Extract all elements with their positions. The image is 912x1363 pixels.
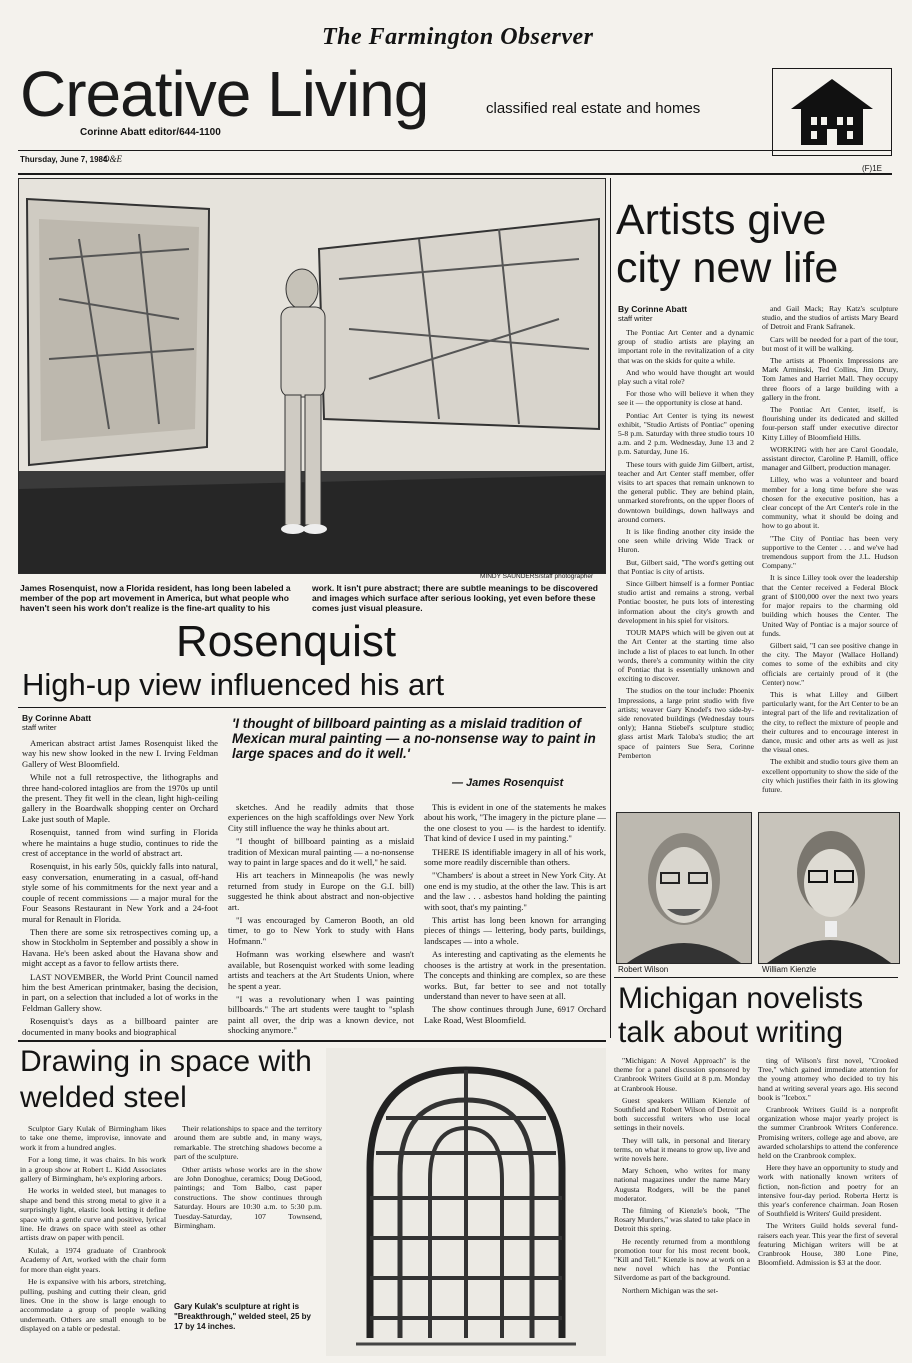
- novelists-headline: Michigan novelists talk about writing: [618, 982, 864, 1049]
- rosenquist-photo: [18, 178, 606, 574]
- paragraph: American abstract artist James Rosenquist liked the way his new show looked in the new I. Irving Feldman Gallery of West Bloomfield.: [22, 738, 218, 769]
- paragraph: Hofmann was working elsewhere and wasn't available, but Rosenquist worked with some leading artists and teachers at the Art Students Union, where he spent a year.: [228, 949, 414, 991]
- paragraph: "I was encouraged by Cameron Booth, an old timer, to go to New York to study with Hans Hofmann.": [228, 915, 414, 946]
- paragraph: But, Gilbert said, "The word's getting out that Pontiac is city of artists.: [618, 557, 754, 576]
- paragraph: These tours with guide Jim Gilbert, artist, teacher and Art Center staff member, offer visits to art spaces that remain unknown to the general public. They are behind plain, unmarked storefronts, on the upper floors of downtown buildings, down hallways and around corners.: [618, 459, 754, 524]
- photo-caption-left: James Rosenquist, now a Florida resident, has long been labeled a member of the pop art movement in America, but what people who haven't seen his work don't realize is the fine-art quality to his: [20, 583, 291, 613]
- novelists-column-1: [614, 1056, 750, 1352]
- paragraph: "The City of Pontiac has been very supportive to the Center . . . and we've had tremendous support from the J.L. Hudson Company.": [762, 533, 898, 571]
- paragraph: Since Gilbert himself is a former Pontiac studio artist and remains a strong, verbal Pontiac booster, he puts lots of interesting information about the city's growth and development in his spiel for visitors.: [618, 579, 754, 625]
- sculpture-photo: [326, 1048, 606, 1356]
- page-code: (F)1E: [862, 164, 882, 173]
- rosenquist-byline-role: staff writer: [22, 723, 57, 732]
- robert-wilson-label: Robert Wilson: [618, 965, 669, 974]
- paragraph: "'Chambers' is about a street in New York City. At one end is my studio, at the other the law. This is art and the law . . . asbestos hand holding the painting with soot, that's my painting.": [424, 870, 606, 912]
- paragraph: Guest speakers William Kienzle of Southfield and Robert Wilson of Detroit are both successful writers who use local settings in their novels.: [614, 1095, 750, 1133]
- paragraph: It is like finding another city inside the one seen while driving Wide Track or Huron.: [618, 527, 754, 555]
- artists-headline: Artists give city new life: [616, 196, 839, 292]
- pull-quote: 'I thought of billboard painting as a mislaid tradition of Mexican mural painting — a no-nonsense way to paint in large spaces and do it well.': [232, 716, 596, 761]
- paragraph: Rosenquist, in his early 50s, quickly falls into natural, easy conversation, enumerating in a casual, off-hand style some of his commitments for the next year and a couple of recent commissions — a major mural for the Four Seasons Restaurant in New York and a 24-foot mural for Renault in Florida.: [22, 861, 218, 924]
- paragraph: and Gail Mack; Ray Katz's sculpture studio, and the studios of artists Mary Beard of Detroit and Frank Safranek.: [762, 304, 898, 332]
- steel-column-2: [174, 1124, 322, 1268]
- paragraph: The Pontiac Art Center, itself, is flourishing under its dedicated and skilled four-person staff under executive director Kitty Lilley of Bloomfield Hills.: [762, 405, 898, 442]
- paragraph: Cranbrook Writers Guild is a nonprofit organization whose major yearly project is the summer Cranbrook Writers Conference. Promising writers, college age and above, are awarded scholarships to attend the conference held on the Cranbrook complex.: [758, 1105, 898, 1161]
- masthead-rule-2: [18, 173, 892, 175]
- paragraph: He is expansive with his arbors, stretching, pulling, pushing and cutting their clean, grid lines. One in the show is large enough to accommodate a group of people walking underneath. Others are small enough to be displayed on a table or pedestal.: [20, 1277, 166, 1334]
- paragraph: WORKING with her are Carol Goodale, assistant director, Caroline P. Hamill, office manager and Gilbert, production manager.: [762, 444, 898, 473]
- novelists-rule: [614, 977, 898, 978]
- column-divider: [610, 178, 611, 1038]
- date-line: Thursday, June 7, 1984: [20, 155, 108, 164]
- paragraph: Rosenquist's days as a billboard painter are documented in many books and biographical: [22, 1016, 218, 1036]
- artists-byline-role: staff writer: [618, 314, 653, 323]
- paragraph: This is what Lilley and Gilbert particularly want, for the Art Center to be an integral part of the life and revitalization of the city, to reflect the mixture of people and their cultures and to encourage interest in dance, music and other arts as well as just the visual ones.: [762, 689, 898, 755]
- paragraph: Sculptor Gary Kulak of Birmingham likes to take one theme, improvise, innovate and work it from a hundred angles.: [20, 1124, 166, 1152]
- paragraph: Kulak, a 1974 graduate of Cranbrook Academy of Art, worked with the chair form for more than eight years.: [20, 1245, 166, 1274]
- paragraph: "I thought of billboard painting as a mislaid tradition of Mexican mural painting — a no-nonsense way to paint in large spaces and do it well," he said.: [228, 836, 414, 868]
- photo-credit: MINDY SAUNDERS/staff photographer: [480, 573, 594, 580]
- rosenquist-headline: Rosenquist: [176, 617, 397, 666]
- paragraph: He recently returned from a monthlong promotion tour for his most recent book, "Kill and Tell." Kienzle is now at work on a new novel which has the Pontiac Silverdome as part of the background.: [614, 1236, 750, 1283]
- paragraph: THERE IS identifiable imagery in all of his work, some more readily discernible than others.: [424, 846, 606, 868]
- house-logo: [772, 68, 892, 156]
- paragraph: While not a full retrospective, the lithographs and three hand-colored intaglios are from the 1970s up until the present. They fit well in the clean, light high-ceiling gallery in the Boardwalk shopping center on Orchard Lake just south of Maple.: [22, 772, 218, 824]
- william-kienzle-photo: [758, 812, 900, 964]
- rosenquist-subhead: High-up view influenced his art: [22, 667, 445, 702]
- rosenquist-rule: [18, 707, 606, 708]
- paragraph: As interesting and captivating as the elements he chooses is the artistry at work in the presentation. The concepts and thinking are complex, so are these works. But, far better to see and not totally understand than never to have seen at all.: [424, 949, 606, 1001]
- section-subtitle: classified real estate and homes: [486, 100, 701, 117]
- paragraph: It is since Lilley took over the leadership that the Center received a Federal Block grant of $100,000 over the next two years for major repairs to the charming old building which houses the Center. The United Way of Pontiac is a major source of funds.: [762, 573, 898, 638]
- paragraph: Here they have an opportunity to study and work with nationally known writers of fiction, non-fiction and poetry for an intensive four-day period. Roberta Hertz is this year's conference chairman. Joan Rosen of Southfield is Writers' Guild president.: [758, 1163, 898, 1219]
- paragraph: This artist has long been known for arranging pieces of things — lettering, body parts, buildings, landscapes — into a whole.: [424, 915, 606, 946]
- photo-caption-right: work. It isn't pure abstract; there are subtle meanings to be discovered and images which surface after serious looking, yet even before these comes just visual pleasure.: [312, 583, 598, 613]
- paper-name: The Farmington Observer: [322, 24, 594, 50]
- sculpture-caption: Gary Kulak's sculpture at right is "Breakthrough," welded steel, 25 by 17 by 14 inches.: [174, 1302, 311, 1331]
- paragraph: "I was a revolutionary when I was painting billboards." The art students were taught to "splash paint all over, the drip was a known device, not shocking anymore.": [228, 993, 414, 1036]
- steel-headline: Drawing in space with welded steel: [20, 1045, 312, 1114]
- paragraph: His art teachers in Minneapolis (he was newly returned from study in Europe on the G.I. bill) suggested he think about abstract and non-objective art.: [228, 870, 414, 912]
- editor-line: Corinne Abatt editor/644-1100: [80, 127, 221, 138]
- novelists-column-2: [758, 1056, 898, 1352]
- paragraph: And who would have thought art would play such a vital role?: [618, 367, 754, 387]
- paragraph: Gilbert said, "I can see positive change in the city. The Mayor (Wallace Holland) comes to some of the exhibits and city officials are certainly proud of it (the Center) now.": [762, 640, 898, 687]
- paragraph: They will talk, in personal and literary terms, on what it means to grow up, live and write novels here.: [614, 1135, 750, 1164]
- paragraph: Lilley, who was a volunteer and board member for a long time before she was chosen for the executive position, has a clear concept of the Art Center's role in the community, what it should be doing and how to go about it.: [762, 475, 898, 531]
- artists-column-1: [618, 328, 754, 808]
- paragraph: The studios on the tour include: Phoenix Impressions, a large print studio with five artists; weaver Gary Knodel's two side-by-side renovated buildings (Wednesday tours only); Hanna Stiebel's sculpture studio; glass artist Mark Taloba's studio; the art space of painters Sue Sera, Corinne Pemberton: [618, 686, 754, 760]
- paragraph: sketches. And he readily admits that those experiences on the high scaffoldings over New York City still influence the way he thinks about art.: [228, 802, 414, 833]
- paragraph: Their relationships to space and the territory around them are subtle and, in many ways, remarkable. The stretching shadows become a part of the sculpture.: [174, 1124, 322, 1162]
- paragraph: For those who will believe it when they see it — the opportunity is close at hand.: [618, 389, 754, 408]
- paragraph: "Michigan: A Novel Approach" is the theme for a panel discussion sponsored by Cranbrook Writers Guild at 8 p.m. Monday at Cranbrook House.: [614, 1056, 750, 1093]
- steel-column-1: [20, 1124, 166, 1358]
- paragraph: Cars will be needed for a part of the tour, but most of it will be walking.: [762, 334, 898, 353]
- steel-rule: [18, 1040, 606, 1042]
- masthead-rule: [18, 150, 892, 151]
- rosenquist-column-3: [424, 802, 606, 1036]
- paragraph: Mary Schoen, who writes for many national magazines under the name Mary Augusta Rodgers, will be the panel moderator.: [614, 1166, 750, 1203]
- rosenquist-column-1: [22, 738, 218, 1036]
- paragraph: ting of Wilson's first novel, "Crooked Tree," which gained immediate attention for the young attorney who decided to try his hand at writing several years ago. His second book is "Icebox.": [758, 1056, 898, 1102]
- paragraph: TOUR MAPS which will be given out at the Art Center at the starting time also include a list of places to eat lunch. In other words, there's a community within the city of Pontiac that is essentially unknown and exciting to discover.: [618, 628, 754, 684]
- paragraph: The filming of Kienzle's book, "The Rosary Murders," was slated to take place in Detroit this spring.: [614, 1206, 750, 1234]
- paragraph: Then there are some six retrospectives coming up, a show in Stockholm in September and possibly a show in Havana. He's been asked about the Havana show and might accept as a favor to fellow artists there.: [22, 926, 218, 969]
- william-kienzle-label: William Kienzle: [762, 965, 817, 974]
- pull-quote-attribution: — James Rosenquist: [452, 777, 564, 789]
- paragraph: The artists at Phoenix Impressions are Mark Arminski, Ted Collins, Jim Drury, Tom James and Harriet Mall. They occupy three floors of a large building with a gallery in the front.: [762, 356, 898, 402]
- paragraph: LAST NOVEMBER, the World Print Council named him the best American printmaker, basing the decision, in part, on a selection that included a lot of works in the Feldman Gallery show.: [22, 971, 218, 1013]
- artists-byline: By Corinne Abatt: [618, 304, 688, 314]
- artists-column-2: [762, 304, 898, 808]
- paragraph: For a long time, it was chairs. In his work in a group show at Robert L. Kidd Associates gallery of Birmingham, he's exploring arbors.: [20, 1155, 166, 1184]
- section-title: Creative Living: [20, 58, 429, 130]
- paragraph: Pontiac Art Center is tying its newest exhibit, "Studio Artists of Pontiac" opening 5-8 p.m. Saturday with three studio tours 10 a.m. and 2 p.m. Wednesday, June 13 and 2 p.m. Saturday, June 16.: [618, 410, 754, 457]
- paragraph: Other artists whose works are in the show are John Donoghue, ceramics; Doug DeGood, paintings; and Tom Balbo, cast paper constructions. The show continues through Saturday. Hours are 10:30 a.m. to 5:30 p.m. Tuesday-Saturday, 107 Townsend, Birmingham.: [174, 1164, 322, 1231]
- rosenquist-byline: By Corinne Abatt: [22, 713, 92, 723]
- paragraph: Rosenquist, tanned from wind surfing in Florida where he maintains a huge studio, continues to ride the crest of acceptance in the world of abstract art.: [22, 827, 218, 859]
- paragraph: This is evident in one of the statements he makes about his work, "The imagery in the picture plane — the one closest to you — is the hardest to identify. That kind of device I used in my painting.": [424, 802, 606, 844]
- oe-mark: O&E: [103, 154, 122, 164]
- paragraph: He works in welded steel, but manages to shape and bend this strong metal to give it a surprisingly light, elastic look letting it define space with a gentle curve and positive, lyrical line. He draws on space with steel as other artists draw on paper with pencil.: [20, 1186, 166, 1243]
- robert-wilson-photo: [616, 812, 752, 964]
- paragraph: The Pontiac Art Center and a dynamic group of studio artists are playing an important role in the revitalization of a city that was on the skids for quite a while.: [618, 328, 754, 365]
- paragraph: The Writers Guild holds several fund-raisers each year. This year the first of several featuring Michigan writers will be at Cranbrook House, 380 Lone Pine, Bloomfield. Admission is $3 at the door.: [758, 1221, 898, 1268]
- paragraph: Northern Michigan was the set-: [622, 1285, 719, 1295]
- rosenquist-column-2: [228, 802, 414, 1036]
- paragraph: The show continues through June, 6917 Orchard Lake Road, West Bloomfield.: [424, 1004, 606, 1025]
- paragraph: The exhibit and studio tours give them an excellent opportunity to show the side of the city which justifies their faith in its glowing future.: [762, 757, 898, 794]
